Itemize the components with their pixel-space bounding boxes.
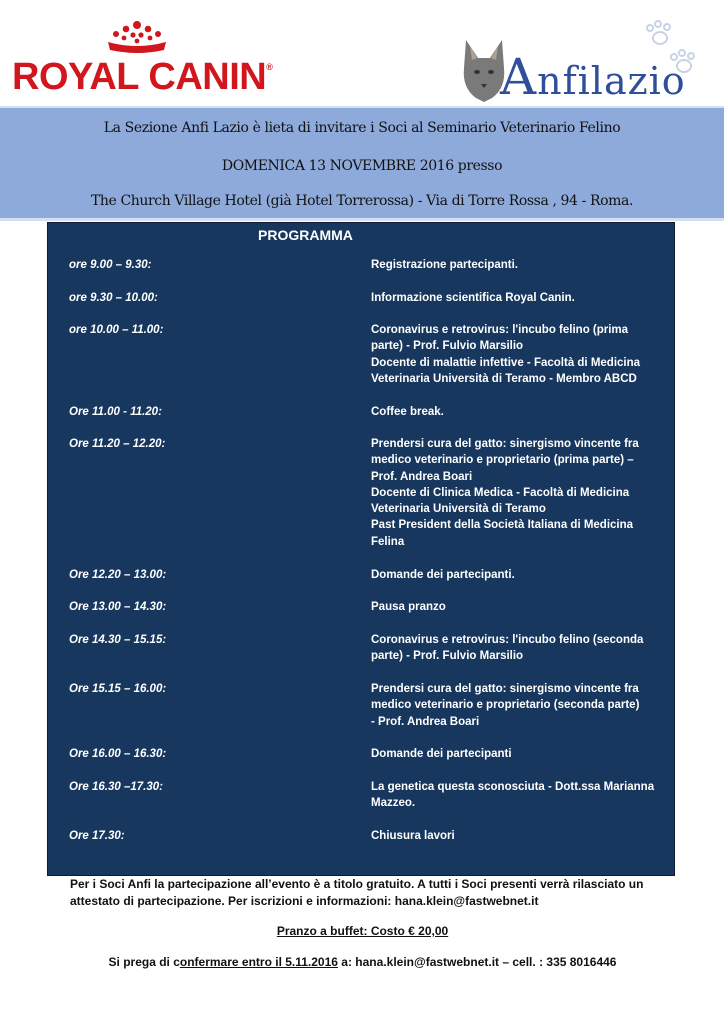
row-desc: Pausa pranzo [371, 601, 446, 613]
anfi-initial: A [500, 48, 538, 106]
royal-canin-logo [12, 20, 273, 98]
row-time: Ore 11.20 – 12.20: [69, 438, 166, 450]
row-time: Ore 12.20 – 13.00: [69, 569, 167, 581]
row-desc: Registrazione partecipanti. [371, 259, 518, 271]
row-desc: Prendersi cura del gatto: sinergismo vincente fra medico veterinario e proprietario (seconda parte) - Prof. Andrea Boari [371, 683, 640, 728]
participation-note: Per i Soci Anfi la partecipazione all’evento è a titolo gratuito. A tutti i Soci presenti verrà rilasciato un attestato di partecipazione. Per iscrizioni e informazioni: hana.klein@fastwebnet.it [70, 877, 644, 908]
anfi-lazio-logo [460, 38, 710, 108]
row-time: Ore 17.30: [69, 830, 125, 842]
invitation-line: La Sezione Anfi Lazio è lieta di invitare i Soci al Seminario Veterinario Felino [103, 120, 621, 136]
row-time: ore 9.00 – 9.30: [69, 259, 152, 271]
row-desc: Domande dei partecipanti. [371, 569, 515, 581]
row-time: Ore 14.30 – 15.15: [69, 634, 167, 646]
program-title: PROGRAMMA [258, 227, 353, 243]
row-desc: Chiusura lavori [371, 830, 455, 842]
row-time: Ore 11.00 - 11.20: [69, 406, 162, 418]
row-desc: La genetica questa sconosciuta - Dott.ssa Marianna Mazzeo. [371, 781, 655, 810]
registered-mark: ® [266, 62, 273, 72]
program-box [47, 222, 675, 876]
row-time: ore 9.30 – 10.00: [69, 292, 158, 304]
lunch-cost: Pranzo a buffet: Costo € 20,00 [276, 924, 449, 938]
row-desc: Prendersi cura del gatto: sinergismo vincente fra medico veterinario e proprietario (prima parte) – Prof. Andrea Boari Docente di Clinica Medica - Facoltà di Medicina Veterinaria Università di Teramo Past President della Società Italiana di Medicina Felina [371, 438, 639, 548]
row-time: Ore 15.15 – 16.00: [69, 683, 167, 695]
row-desc: Coffee break. [371, 406, 444, 418]
confirmation-note: Si prega di confermare entro il 5.11.2016 a: hana.klein@fastwebnet.it – cell. : 335 8016446 [108, 955, 617, 969]
row-time: Ore 16.00 – 16.30: [69, 748, 167, 760]
row-desc: Coronavirus e retrovirus: l'incubo felino (seconda parte) - Prof. Fulvio Marsilio [371, 634, 644, 663]
row-desc: Domande dei partecipanti [371, 748, 512, 760]
crown-icon [100, 20, 174, 54]
row-desc: Coronavirus e retrovirus: l'incubo felino (prima parte) - Prof. Fulvio Marsilio Docente di malattie infettive - Facoltà di Medicina Veterinaria Università di Teramo - Membro ABCD [371, 324, 641, 385]
row-desc: Informazione scientifica Royal Canin. [371, 292, 575, 304]
royal-canin-wordmark: ROYAL CANIN [12, 56, 267, 98]
date-line: DOMENICA 13 NOVEMBRE 2016 presso [221, 158, 503, 174]
anfi-wordmark: nfilazio [537, 59, 686, 103]
row-time: ore 10.00 – 11.00: [69, 324, 164, 336]
invitation-banner [0, 106, 724, 221]
row-time: Ore 16.30 –17.30: [69, 781, 163, 793]
venue-line: The Church Village Hotel (già Hotel Torrerossa) - Via di Torre Rossa , 94 - Roma. [90, 193, 634, 209]
row-time: Ore 13.00 – 14.30: [69, 601, 167, 613]
